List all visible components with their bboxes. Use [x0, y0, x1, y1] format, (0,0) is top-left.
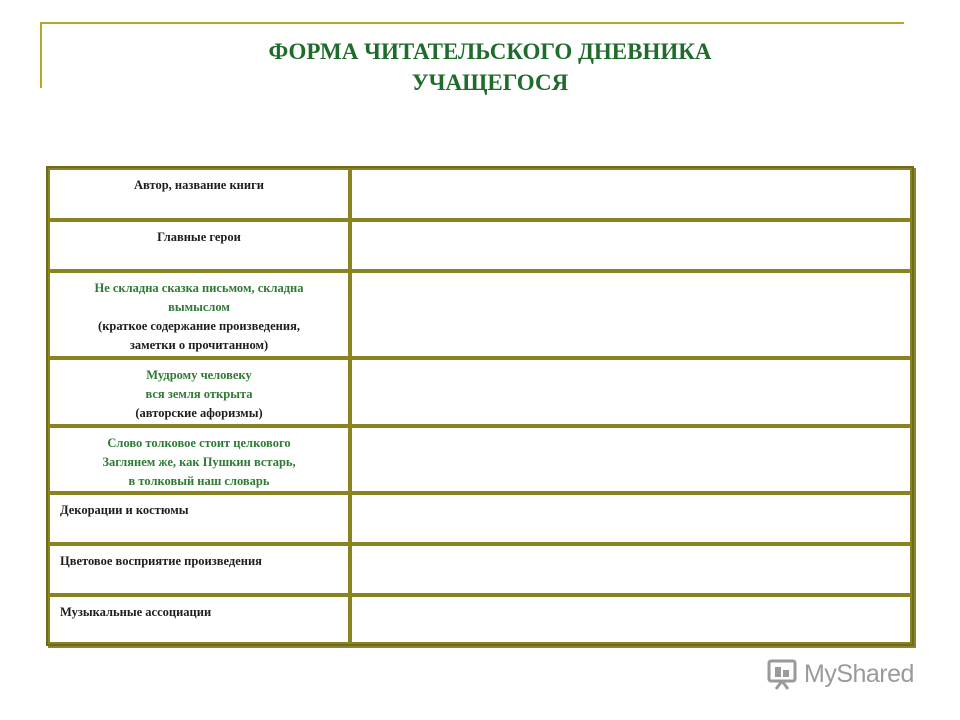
entry-cell[interactable] — [350, 544, 912, 595]
watermark-text: MyShared — [804, 659, 914, 688]
title-line-2: УЧАЩЕГОСЯ — [411, 70, 569, 95]
table-row — [48, 358, 912, 426]
row-label-line: вымыслом — [168, 300, 230, 314]
row-label-line: заметки о прочитанном) — [129, 338, 269, 352]
row-label — [48, 544, 350, 595]
title-line-1: ФОРМА ЧИТАТЕЛЬСКОГО ДНЕВНИКА — [268, 39, 712, 64]
row-label-line: Главные герои — [157, 230, 241, 244]
table-row — [48, 544, 912, 595]
presentation-board-icon — [766, 657, 800, 691]
row-label — [48, 426, 350, 493]
row-label-line: Цветовое восприятие произведения — [60, 554, 262, 568]
page-title — [140, 36, 840, 98]
reading-diary-table — [46, 166, 914, 646]
entry-cell[interactable] — [350, 271, 912, 358]
row-label-line: Автор, название книги — [134, 178, 264, 192]
frame-top-line — [40, 22, 904, 24]
row-label-line: в толковый наш словарь — [128, 474, 270, 488]
table-row — [48, 271, 912, 358]
table-row — [48, 168, 912, 220]
row-label — [48, 358, 350, 426]
entry-cell[interactable] — [350, 220, 912, 271]
row-label — [48, 168, 350, 220]
row-label-line: Декорации и костюмы — [60, 503, 189, 517]
row-label — [48, 271, 350, 358]
table-row — [48, 220, 912, 271]
entry-cell[interactable] — [350, 168, 912, 220]
row-label-line: Слово толковое стоит целкового — [107, 436, 291, 450]
row-label-line: Музыкальные ассоциации — [60, 605, 212, 619]
row-label-line: вся земля открыта — [145, 387, 253, 401]
entry-cell[interactable] — [350, 595, 912, 644]
row-label-line: Мудрому человеку — [146, 368, 252, 382]
frame-left-line — [40, 22, 42, 88]
row-label — [48, 220, 350, 271]
table-row — [48, 426, 912, 493]
table-row — [48, 493, 912, 544]
row-label-line: Заглянем же, как Пушкин встарь, — [102, 455, 296, 469]
row-label-line: (авторские афоризмы) — [135, 406, 263, 420]
table-row — [48, 595, 912, 644]
entry-cell[interactable] — [350, 426, 912, 493]
row-label — [48, 595, 350, 644]
watermark — [766, 656, 914, 692]
row-label — [48, 493, 350, 544]
row-label-line: (краткое содержание произведения, — [98, 319, 300, 333]
entry-cell[interactable] — [350, 358, 912, 426]
row-label-line: Не складна сказка письмом, складна — [94, 281, 304, 295]
entry-cell[interactable] — [350, 493, 912, 544]
diary-table — [48, 168, 912, 644]
